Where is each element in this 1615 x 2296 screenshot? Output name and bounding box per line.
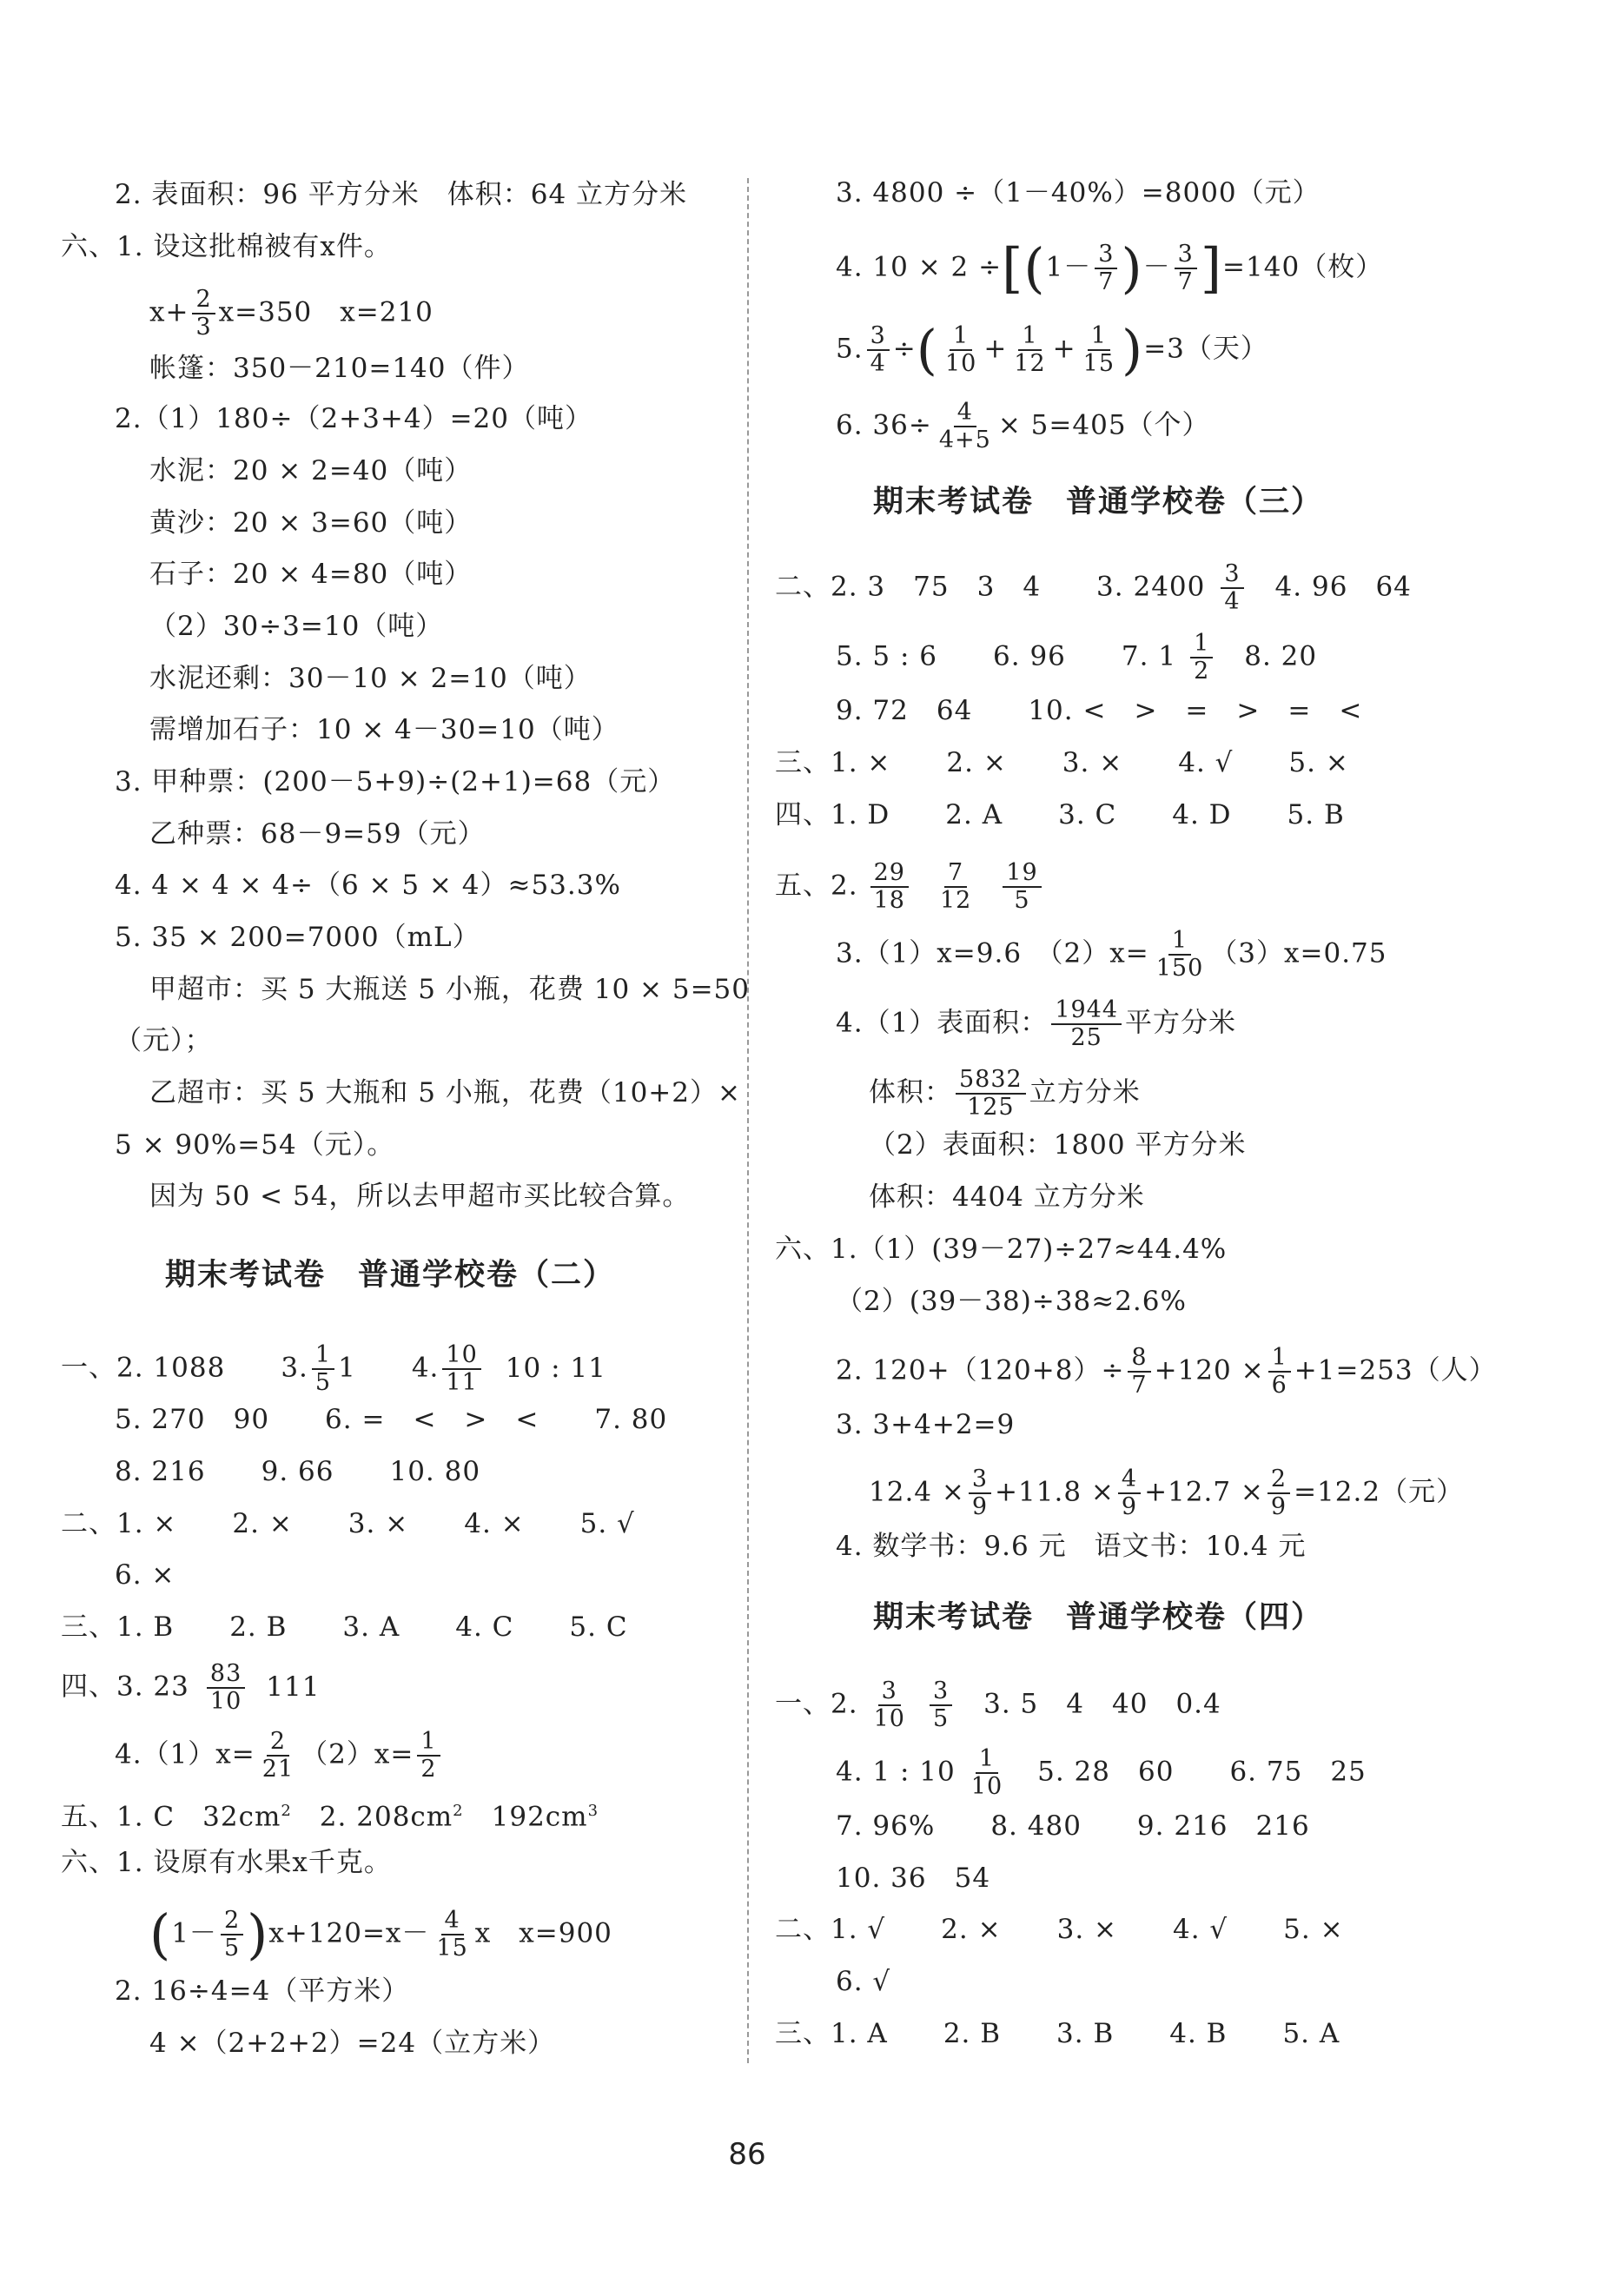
fraction-denominator: 5 [1014, 887, 1030, 914]
answer-line: 二、1. × 2. × 3. × 4. × 5. √ [61, 1508, 635, 1539]
answer-line: 4. 4 × 4 × 4÷（6 × 5 × 4）≈53.3% [115, 870, 621, 901]
fraction-numerator: 1944 [1051, 997, 1122, 1025]
text-fragment: 111 [266, 1671, 321, 1703]
text-fragment: ÷ [892, 333, 917, 365]
text-fragment: － [1142, 251, 1171, 283]
text-fragment: ( [916, 318, 938, 381]
answer-line [836, 631, 1317, 685]
fraction-denominator: 11 [446, 1369, 478, 1396]
text-fragment: 平方分米 [1125, 1007, 1237, 1039]
text-fragment: 4. 10 × 2 ÷ [836, 251, 1003, 283]
fraction-denominator: 10 [209, 1688, 242, 1715]
text-fragment: 四、3. 23 [61, 1671, 189, 1703]
fraction [221, 1908, 243, 1962]
equation-line [149, 287, 434, 341]
fraction-denominator: 3 [195, 314, 212, 341]
fraction-numerator: 1 [1190, 631, 1213, 658]
text-fragment: ( [149, 1902, 172, 1966]
fraction [1003, 860, 1041, 914]
fraction-numerator: 8 [1128, 1345, 1150, 1373]
fraction [1175, 242, 1197, 295]
text-fragment: +12.7 × [1144, 1476, 1264, 1508]
fraction [1128, 1345, 1150, 1399]
text-fragment: 体积： [869, 1076, 952, 1108]
answer-line [61, 1342, 606, 1396]
fraction-numerator: 1 [1268, 1345, 1291, 1373]
fraction-numerator: 1 [976, 1746, 998, 1774]
answer-line: （元）； [115, 1025, 213, 1056]
section-heading: 期末考试卷 普通学校卷（四） [873, 1599, 1324, 1635]
text-fragment: 4.（1）表面积： [836, 1007, 1049, 1039]
answer-line [115, 1729, 444, 1783]
fraction [259, 1729, 297, 1783]
fraction [870, 860, 909, 914]
answer-line: 帐篷：350－210=140（件） [149, 353, 530, 384]
answer-line: 2.（1）180÷（2+3+4）=20（吨） [115, 403, 592, 434]
answer-line [775, 561, 1412, 615]
answer-line: 石子：20 × 4=80（吨） [149, 559, 473, 590]
fraction-denominator: 15 [436, 1935, 468, 1962]
answer-line: 三、1. × 2. × 3. × 4. √ 5. × [775, 747, 1349, 778]
fraction-denominator: 7 [1131, 1372, 1148, 1399]
fraction [956, 1067, 1026, 1121]
fraction-numerator: 1 [417, 1729, 440, 1757]
answer-line [61, 1794, 599, 1834]
text-fragment: 5. 5 : 6 6. 96 7. 1 [836, 640, 1177, 672]
fraction [937, 860, 975, 914]
fraction-numerator: 1 [312, 1342, 334, 1370]
answer-line: 4. 数学书：9.6 元 语文书：10.4 元 [836, 1531, 1307, 1562]
fraction-numerator: 2 [221, 1908, 243, 1935]
column-divider [747, 178, 749, 2063]
text-fragment: 12.4 × [869, 1476, 965, 1508]
answer-line: （2）表面积：1800 平方分米 [869, 1129, 1247, 1161]
fraction-numerator: 2 [192, 287, 215, 314]
text-fragment: 3.（1）x=9.6 （2）x= [836, 937, 1149, 969]
fraction-numerator: 1 [950, 323, 972, 351]
fraction-denominator: 12 [1014, 350, 1046, 377]
page-number: 86 [728, 2137, 766, 2172]
fraction-denominator: 10 [970, 1773, 1003, 1800]
text-fragment: 4. 1 : 10 [836, 1756, 956, 1788]
fraction-numerator: 1 [1018, 323, 1041, 351]
text-fragment: 5. 28 60 6. 75 25 [1009, 1756, 1367, 1788]
answer-line: 体积：4404 立方分米 [869, 1181, 1145, 1213]
section-heading: 期末考试卷 普通学校卷（三） [873, 484, 1324, 519]
fraction-numerator: 1 [1168, 928, 1191, 956]
answer-line: 乙超市：买 5 大瓶和 5 小瓶，花费（10+2）× [149, 1077, 741, 1108]
answer-line: 需增加石子：10 × 4－30=10（吨） [149, 714, 619, 745]
fraction-denominator: 150 [1155, 955, 1204, 982]
answer-line [61, 1661, 320, 1715]
answer-line: 5 × 90%=54（元）。 [115, 1129, 395, 1161]
fraction-numerator: 4 [1118, 1466, 1141, 1494]
fraction-denominator: 4 [1224, 588, 1241, 615]
fraction-denominator: 9 [1270, 1493, 1287, 1520]
fraction [936, 400, 995, 453]
text-fragment: 8. 20 [1216, 640, 1318, 672]
fraction-denominator: 4+5 [938, 427, 991, 453]
text-fragment: 2. 208cm [291, 1801, 453, 1833]
fraction-numerator: 3 [867, 323, 890, 351]
fraction [867, 323, 890, 377]
answer-line [836, 928, 1387, 982]
fraction-numerator: 7 [944, 860, 967, 888]
answer-line: 8. 216 9. 66 10. 80 [115, 1456, 481, 1487]
text-fragment: （3）x=0.75 [1210, 937, 1387, 969]
text-fragment: x+120=x－ [268, 1917, 430, 1949]
answer-line: 5. 35 × 200=7000（mL） [115, 922, 480, 953]
fraction [207, 1661, 245, 1715]
answer-line: 9. 72 64 10. < > = > = < [836, 695, 1363, 726]
text-fragment: 192cm [463, 1801, 588, 1833]
answer-line: 5. 270 90 6. = < > < 7. 80 [115, 1404, 668, 1435]
answer-line: 因为 50 < 54，所以去甲超市买比较合算。 [149, 1181, 691, 1212]
fraction [312, 1342, 334, 1396]
fraction-denominator: 7 [1098, 268, 1115, 295]
fraction-numerator: 83 [207, 1661, 245, 1689]
text-fragment: 1 4. [338, 1352, 440, 1384]
fraction-numerator: 3 [969, 1466, 991, 1494]
fraction-denominator: 4 [870, 350, 886, 377]
text-fragment: 4.（1）x= [115, 1738, 255, 1770]
text-fragment: ) [1122, 318, 1144, 381]
answer-line: 水泥：20 × 2=40（吨） [149, 455, 473, 486]
text-fragment: ) [1121, 236, 1143, 300]
answer-line: 2. 表面积：96 平方分米 体积：64 立方分米 [115, 179, 688, 210]
fraction [1095, 242, 1117, 295]
equation-line [836, 318, 1268, 381]
answer-line: 7. 96% 8. 480 9. 216 216 [836, 1810, 1310, 1842]
fraction-numerator: 1 [1088, 323, 1110, 351]
section-heading: 期末考试卷 普通学校卷（二） [165, 1257, 616, 1293]
text-fragment: 2. 120+（120+8）÷ [836, 1354, 1125, 1386]
fraction [1153, 928, 1208, 982]
text-fragment: 一、2. 1088 3. [61, 1352, 308, 1384]
text-fragment: =12.2（元） [1294, 1476, 1465, 1508]
fraction-numerator: 3 [1095, 242, 1117, 269]
fraction [968, 1746, 1006, 1800]
fraction-numerator: 3 [1221, 561, 1243, 589]
fraction [417, 1729, 440, 1783]
text-fragment: 6. 36÷ [836, 409, 932, 441]
fraction-denominator: 125 [967, 1094, 1015, 1121]
text-fragment: 3. 5 4 40 0.4 [956, 1688, 1221, 1720]
text-fragment: =140（枚） [1222, 251, 1384, 283]
text-fragment: （2）x= [301, 1738, 414, 1770]
answer-line: 黄沙：20 × 3=60（吨） [149, 507, 473, 539]
answer-line: 甲超市：买 5 大瓶送 5 小瓶，花费 10 × 5=50 [149, 974, 750, 1005]
answer-line: 3. 3+4+2=9 [836, 1409, 1016, 1440]
text-fragment: 1－ [1045, 251, 1092, 283]
fraction [1190, 631, 1213, 685]
equation-line [836, 1345, 1497, 1399]
answer-line: 乙种票：68－9=59（元） [149, 818, 486, 850]
answer-line [836, 997, 1236, 1051]
fraction-denominator: 9 [1121, 1493, 1138, 1520]
fraction-numerator: 2 [1268, 1466, 1290, 1494]
fraction-denominator: 5 [223, 1935, 241, 1962]
fraction-numerator: 3 [930, 1678, 952, 1706]
answer-line [775, 860, 1045, 914]
text-fragment: x+ [149, 296, 189, 328]
equation-line [149, 1902, 612, 1966]
fraction [942, 323, 980, 377]
fraction-denominator: 9 [971, 1493, 989, 1520]
answer-line [836, 1746, 1367, 1800]
text-fragment: [ [1002, 236, 1024, 300]
fraction-numerator: 5832 [956, 1067, 1026, 1095]
fraction-denominator: 12 [939, 887, 972, 914]
fraction-numerator: 10 [442, 1342, 480, 1370]
answer-line: （2）(39－38)÷38≈2.6% [836, 1286, 1187, 1317]
text-fragment: 4. 96 64 [1247, 571, 1412, 603]
text-fragment: +1=253（人） [1294, 1354, 1497, 1386]
answer-line: （2）30÷3=10（吨） [149, 611, 444, 642]
fraction-denominator: 2 [420, 1756, 437, 1783]
fraction [1268, 1466, 1290, 1520]
answer-line: 水泥还剩：30－10 × 2=10（吨） [149, 663, 592, 694]
fraction [433, 1908, 471, 1962]
text-fragment: 2 [281, 1802, 292, 1820]
fraction-denominator: 10 [873, 1705, 905, 1732]
fraction [1118, 1466, 1141, 1520]
answer-line: 六、1.（1）(39－27)÷27≈44.4% [775, 1234, 1228, 1265]
answer-line: 六、1. 设这批棉被有x件。 [61, 231, 392, 262]
answer-line [775, 1678, 1221, 1732]
answer-line: 二、1. √ 2. × 3. × 4. √ 5. × [775, 1914, 1344, 1945]
answer-line: 3. 甲种票：(200－5+9)÷(2+1)=68（元） [115, 766, 676, 797]
fraction [930, 1678, 952, 1732]
answer-line: 四、1. D 2. A 3. C 4. D 5. B [775, 799, 1345, 830]
fraction-denominator: 15 [1082, 350, 1115, 377]
fraction-denominator: 25 [1070, 1024, 1102, 1051]
text-fragment: x=350 x=210 [218, 296, 434, 328]
text-fragment: 立方分米 [1029, 1076, 1141, 1108]
text-fragment: 3 [587, 1802, 599, 1820]
text-fragment: +120 × [1154, 1354, 1265, 1386]
text-fragment: =3（天） [1143, 333, 1268, 365]
fraction [969, 1466, 991, 1520]
answer-line: 6. × [115, 1559, 175, 1591]
fraction-denominator: 6 [1271, 1372, 1287, 1399]
fraction-denominator: 5 [932, 1705, 950, 1732]
fraction-numerator: 4 [441, 1908, 464, 1935]
fraction-denominator: 7 [1177, 268, 1194, 295]
fraction [1268, 1345, 1291, 1399]
text-fragment: + [983, 333, 1008, 365]
answer-line: 三、1. A 2. B 3. B 4. B 5. A [775, 2018, 1340, 2049]
answer-line: 3. 4800 ÷（1－40%）=8000（元） [836, 177, 1320, 208]
text-fragment: 2 [453, 1802, 464, 1820]
text-fragment: 五、1. C 32cm [61, 1801, 281, 1833]
fraction-denominator: 2 [1194, 658, 1210, 685]
fraction [192, 287, 215, 341]
equation-line [836, 236, 1384, 300]
text-fragment: ) [247, 1902, 269, 1966]
fraction [1080, 323, 1118, 377]
fraction [1010, 323, 1049, 377]
answer-line: 10. 36 54 [836, 1863, 991, 1894]
answer-line: 六、1. 设原有水果x千克。 [61, 1847, 392, 1878]
fraction [1051, 997, 1122, 1051]
text-fragment: ( [1023, 236, 1046, 300]
answer-line: 6. √ [836, 1966, 891, 1997]
fraction-denominator: 18 [873, 887, 905, 914]
text-fragment: 5. [836, 333, 864, 365]
fraction-numerator: 3 [1175, 242, 1197, 269]
answer-line: 三、1. B 2. B 3. A 4. C 5. C [61, 1611, 628, 1643]
fraction-denominator: 21 [261, 1756, 295, 1783]
text-fragment: 10 : 11 [505, 1352, 606, 1384]
text-fragment: 一、2. [775, 1688, 858, 1720]
fraction-numerator: 29 [870, 860, 909, 888]
text-fragment: +11.8 × [995, 1476, 1115, 1508]
fraction-numerator: 2 [267, 1729, 289, 1757]
text-fragment: x x=900 [474, 1917, 612, 1949]
fraction [1221, 561, 1243, 615]
text-fragment: 二、2. 3 75 3 4 3. 2400 [775, 571, 1206, 603]
text-fragment: + [1052, 333, 1076, 365]
fraction-denominator: 10 [944, 350, 977, 377]
fraction-denominator: 5 [314, 1369, 332, 1396]
answer-line: 2. 16÷4=4（平方米） [115, 1975, 410, 2007]
text-fragment: ] [1200, 236, 1223, 300]
answer-line: 4 ×（2+2+2）=24（立方米） [149, 2028, 556, 2059]
text-fragment: 五、2. [775, 870, 858, 902]
fraction [442, 1342, 480, 1396]
text-fragment: × 5=405（个） [997, 409, 1210, 441]
answer-line [869, 1067, 1141, 1121]
text-fragment: 1－ [171, 1917, 217, 1949]
equation-line [836, 400, 1210, 453]
fraction [870, 1678, 909, 1732]
equation-line [869, 1466, 1464, 1520]
fraction-numerator: 3 [878, 1678, 901, 1706]
fraction-numerator: 4 [954, 400, 976, 427]
fraction-numerator: 19 [1003, 860, 1041, 888]
